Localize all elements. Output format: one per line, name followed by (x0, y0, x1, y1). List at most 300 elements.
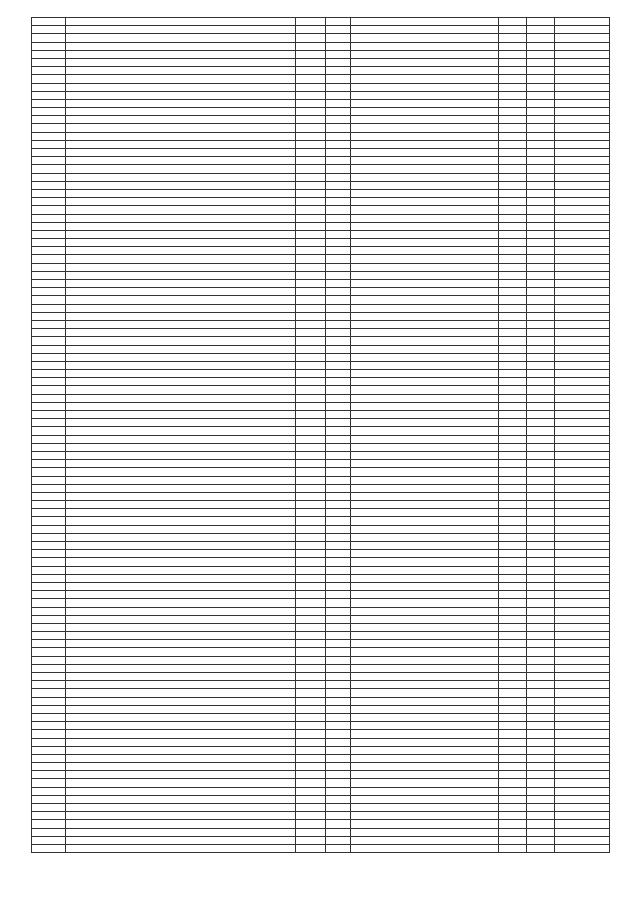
table-cell-work (351, 673, 499, 681)
table-cell-addr (66, 787, 296, 795)
table-cell-id (32, 844, 66, 852)
table-cell-y2 (326, 787, 351, 795)
table-cell-y1 (296, 722, 326, 730)
table-cell-y2 (326, 312, 351, 320)
table-cell-y1 (296, 574, 326, 582)
table-cell-addr (66, 574, 296, 582)
table-cell-addr (66, 427, 296, 435)
table-cell-y2 (326, 656, 351, 664)
table-cell-p2 (527, 599, 555, 607)
table-cell-y2 (326, 558, 351, 566)
table-cell-id (32, 42, 66, 50)
table-cell-y2 (326, 320, 351, 328)
table-cell-p2 (527, 198, 555, 206)
table-cell-y2 (326, 263, 351, 271)
table-cell-p2 (527, 75, 555, 83)
table-cell-addr (66, 476, 296, 484)
table-cell-p2 (527, 673, 555, 681)
table-cell-addr (66, 67, 296, 75)
table-cell-sum (555, 623, 610, 631)
table-cell-sum (555, 353, 610, 361)
table-cell-p1 (499, 460, 527, 468)
table-cell-y1 (296, 804, 326, 812)
table-cell-p2 (527, 501, 555, 509)
table-cell-y1 (296, 730, 326, 738)
table-cell-y2 (326, 34, 351, 42)
table-cell-p2 (527, 779, 555, 787)
table-cell-p1 (499, 722, 527, 730)
table-cell-y2 (326, 222, 351, 230)
table-cell-p2 (527, 542, 555, 550)
table-cell-p2 (527, 411, 555, 419)
table-cell-sum (555, 664, 610, 672)
table-cell-y1 (296, 386, 326, 394)
table-cell-sum (555, 263, 610, 271)
table-cell-addr (66, 705, 296, 713)
table-cell-sum (555, 582, 610, 590)
table-cell-p2 (527, 582, 555, 590)
table-row (32, 673, 610, 681)
table-cell-p1 (499, 361, 527, 369)
table-cell-y2 (326, 419, 351, 427)
table-cell-p1 (499, 763, 527, 771)
table-cell-y2 (326, 722, 351, 730)
table-cell-addr (66, 222, 296, 230)
table-row (32, 378, 610, 386)
table-cell-y2 (326, 746, 351, 754)
table-cell-work (351, 296, 499, 304)
table-cell-y2 (326, 157, 351, 165)
table-cell-p2 (527, 206, 555, 214)
table-row (32, 607, 610, 615)
table-cell-id (32, 476, 66, 484)
table-cell-work (351, 656, 499, 664)
table-cell-addr (66, 140, 296, 148)
table-cell-id (32, 280, 66, 288)
table-cell-work (351, 623, 499, 631)
table-cell-p1 (499, 370, 527, 378)
table-cell-p1 (499, 484, 527, 492)
table-cell-p2 (527, 132, 555, 140)
table-cell-addr (66, 181, 296, 189)
table-cell-id (32, 484, 66, 492)
table-row (32, 370, 610, 378)
table-cell-addr (66, 263, 296, 271)
table-cell-p1 (499, 263, 527, 271)
table-cell-work (351, 787, 499, 795)
table-cell-addr (66, 247, 296, 255)
table-cell-p1 (499, 779, 527, 787)
table-cell-work (351, 771, 499, 779)
table-cell-work (351, 280, 499, 288)
table-cell-addr (66, 99, 296, 107)
table-cell-y1 (296, 533, 326, 541)
table-cell-y2 (326, 582, 351, 590)
table-cell-work (351, 386, 499, 394)
table-cell-id (32, 664, 66, 672)
table-cell-sum (555, 222, 610, 230)
table-row (32, 517, 610, 525)
table-cell-y1 (296, 435, 326, 443)
table-cell-p1 (499, 443, 527, 451)
table-cell-y1 (296, 713, 326, 721)
table-cell-y2 (326, 632, 351, 640)
table-cell-id (32, 230, 66, 238)
table-cell-id (32, 542, 66, 550)
table-cell-y2 (326, 795, 351, 803)
table-row (32, 402, 610, 410)
table-cell-p1 (499, 189, 527, 197)
table-row (32, 763, 610, 771)
table-cell-id (32, 697, 66, 705)
table-cell-addr (66, 713, 296, 721)
table-cell-addr (66, 108, 296, 116)
table-row (32, 165, 610, 173)
table-cell-sum (555, 648, 610, 656)
table-cell-y2 (326, 198, 351, 206)
table-row (32, 664, 610, 672)
table-cell-addr (66, 722, 296, 730)
table-cell-id (32, 157, 66, 165)
table-row (32, 132, 610, 140)
table-cell-addr (66, 632, 296, 640)
table-cell-p1 (499, 386, 527, 394)
table-cell-y2 (326, 255, 351, 263)
table-cell-id (32, 189, 66, 197)
table-cell-sum (555, 820, 610, 828)
table-row (32, 451, 610, 459)
table-cell-p2 (527, 239, 555, 247)
table-row (32, 501, 610, 509)
table-cell-sum (555, 844, 610, 852)
table-cell-y1 (296, 288, 326, 296)
table-cell-addr (66, 435, 296, 443)
table-cell-p2 (527, 116, 555, 124)
table-cell-p1 (499, 132, 527, 140)
table-cell-p2 (527, 149, 555, 157)
table-row (32, 99, 610, 107)
table-row (32, 42, 610, 50)
table-cell-y1 (296, 132, 326, 140)
table-cell-addr (66, 468, 296, 476)
table-cell-y1 (296, 296, 326, 304)
table-cell-y2 (326, 533, 351, 541)
table-cell-work (351, 468, 499, 476)
table-row (32, 574, 610, 582)
table-row (32, 157, 610, 165)
table-cell-y2 (326, 26, 351, 34)
table-cell-addr (66, 411, 296, 419)
table-cell-p1 (499, 255, 527, 263)
table-cell-p1 (499, 230, 527, 238)
table-cell-addr (66, 550, 296, 558)
table-cell-work (351, 746, 499, 754)
table-cell-addr (66, 239, 296, 247)
table-cell-p1 (499, 550, 527, 558)
table-cell-sum (555, 468, 610, 476)
table-cell-id (32, 181, 66, 189)
table-cell-addr (66, 804, 296, 812)
table-cell-p1 (499, 18, 527, 26)
table-cell-addr (66, 582, 296, 590)
table-cell-id (32, 320, 66, 328)
table-cell-y1 (296, 525, 326, 533)
table-cell-y1 (296, 271, 326, 279)
table-cell-y2 (326, 75, 351, 83)
table-cell-p1 (499, 599, 527, 607)
table-cell-y1 (296, 607, 326, 615)
table-cell-work (351, 263, 499, 271)
table-cell-work (351, 689, 499, 697)
table-cell-p1 (499, 83, 527, 91)
table-cell-p1 (499, 198, 527, 206)
table-cell-addr (66, 623, 296, 631)
table-cell-y2 (326, 705, 351, 713)
table-cell-y1 (296, 173, 326, 181)
table-cell-sum (555, 230, 610, 238)
table-cell-addr (66, 91, 296, 99)
table-cell-y2 (326, 648, 351, 656)
table-cell-y2 (326, 689, 351, 697)
table-cell-work (351, 345, 499, 353)
table-cell-y1 (296, 198, 326, 206)
table-cell-addr (66, 124, 296, 132)
table-cell-y2 (326, 329, 351, 337)
table-cell-p1 (499, 402, 527, 410)
table-cell-p2 (527, 361, 555, 369)
table-cell-id (32, 460, 66, 468)
table-cell-sum (555, 738, 610, 746)
table-cell-p2 (527, 787, 555, 795)
table-cell-addr (66, 664, 296, 672)
table-cell-p2 (527, 58, 555, 66)
table-row (32, 198, 610, 206)
table-cell-y1 (296, 361, 326, 369)
table-cell-id (32, 804, 66, 812)
table-row (32, 222, 610, 230)
table-cell-p1 (499, 304, 527, 312)
table-cell-sum (555, 574, 610, 582)
table-cell-sum (555, 427, 610, 435)
table-cell-addr (66, 599, 296, 607)
table-cell-id (32, 795, 66, 803)
table-row (32, 337, 610, 345)
table-cell-sum (555, 435, 610, 443)
table-cell-id (32, 411, 66, 419)
table-cell-y2 (326, 181, 351, 189)
table-cell-addr (66, 116, 296, 124)
table-row (32, 566, 610, 574)
table-cell-p2 (527, 558, 555, 566)
table-cell-p2 (527, 828, 555, 836)
table-cell-addr (66, 173, 296, 181)
table-cell-p2 (527, 738, 555, 746)
table-cell-y1 (296, 181, 326, 189)
table-cell-y2 (326, 550, 351, 558)
table-cell-y1 (296, 370, 326, 378)
table-cell-sum (555, 304, 610, 312)
table-row (32, 656, 610, 664)
table-cell-p2 (527, 844, 555, 852)
table-row (32, 550, 610, 558)
table-cell-y1 (296, 656, 326, 664)
table-cell-addr (66, 419, 296, 427)
table-cell-p2 (527, 451, 555, 459)
table-cell-p2 (527, 623, 555, 631)
table-cell-sum (555, 746, 610, 754)
table-cell-p1 (499, 607, 527, 615)
table-cell-y2 (326, 615, 351, 623)
table-cell-id (32, 296, 66, 304)
table-cell-p1 (499, 329, 527, 337)
table-cell-y2 (326, 124, 351, 132)
table-cell-sum (555, 591, 610, 599)
table-cell-y1 (296, 83, 326, 91)
table-cell-addr (66, 402, 296, 410)
table-cell-sum (555, 18, 610, 26)
table-cell-p1 (499, 157, 527, 165)
table-cell-id (32, 779, 66, 787)
table-cell-id (32, 722, 66, 730)
table-cell-addr (66, 746, 296, 754)
table-cell-p2 (527, 730, 555, 738)
table-row (32, 476, 610, 484)
table-cell-sum (555, 681, 610, 689)
table-cell-p1 (499, 656, 527, 664)
table-cell-id (32, 673, 66, 681)
table-row (32, 828, 610, 836)
table-cell-addr (66, 607, 296, 615)
table-cell-work (351, 337, 499, 345)
table-cell-y1 (296, 50, 326, 58)
table-cell-addr (66, 558, 296, 566)
table-cell-y2 (326, 468, 351, 476)
table-cell-sum (555, 550, 610, 558)
table-cell-p1 (499, 681, 527, 689)
table-cell-sum (555, 296, 610, 304)
table-cell-addr (66, 844, 296, 852)
table-cell-p2 (527, 763, 555, 771)
table-row (32, 542, 610, 550)
table-cell-y1 (296, 648, 326, 656)
table-cell-p2 (527, 771, 555, 779)
table-cell-work (351, 214, 499, 222)
table-cell-y1 (296, 189, 326, 197)
table-cell-sum (555, 558, 610, 566)
table-cell-p2 (527, 820, 555, 828)
table-cell-p2 (527, 632, 555, 640)
table-cell-id (32, 427, 66, 435)
table-cell-sum (555, 673, 610, 681)
table-row (32, 558, 610, 566)
table-cell-y2 (326, 836, 351, 844)
table-cell-p1 (499, 173, 527, 181)
table-cell-sum (555, 42, 610, 50)
table-cell-y1 (296, 599, 326, 607)
table-cell-addr (66, 779, 296, 787)
table-cell-id (32, 58, 66, 66)
table-cell-addr (66, 673, 296, 681)
table-cell-work (351, 836, 499, 844)
table-cell-sum (555, 697, 610, 705)
table-cell-id (32, 124, 66, 132)
table-cell-y2 (326, 484, 351, 492)
table-cell-sum (555, 705, 610, 713)
table-cell-y2 (326, 460, 351, 468)
table-cell-sum (555, 492, 610, 500)
table-cell-p1 (499, 247, 527, 255)
table-cell-addr (66, 337, 296, 345)
table-cell-p1 (499, 476, 527, 484)
table-row (32, 779, 610, 787)
table-cell-work (351, 67, 499, 75)
table-cell-sum (555, 763, 610, 771)
table-cell-p1 (499, 214, 527, 222)
table-cell-sum (555, 149, 610, 157)
table-cell-p2 (527, 648, 555, 656)
table-row (32, 738, 610, 746)
table-cell-id (32, 828, 66, 836)
table-cell-y1 (296, 509, 326, 517)
table-cell-id (32, 689, 66, 697)
table-cell-work (351, 329, 499, 337)
table-cell-p2 (527, 681, 555, 689)
table-cell-y2 (326, 67, 351, 75)
table-cell-p2 (527, 705, 555, 713)
table-cell-p2 (527, 804, 555, 812)
table-cell-p2 (527, 50, 555, 58)
table-cell-id (32, 525, 66, 533)
table-cell-addr (66, 771, 296, 779)
table-cell-p1 (499, 419, 527, 427)
table-cell-y1 (296, 492, 326, 500)
table-cell-y2 (326, 271, 351, 279)
table-cell-id (32, 615, 66, 623)
table-cell-work (351, 615, 499, 623)
table-cell-p1 (499, 771, 527, 779)
table-cell-p1 (499, 615, 527, 623)
table-cell-p2 (527, 91, 555, 99)
table-cell-addr (66, 353, 296, 361)
table-cell-p2 (527, 484, 555, 492)
table-cell-id (32, 99, 66, 107)
table-cell-p2 (527, 288, 555, 296)
table-row (32, 689, 610, 697)
table-cell-y2 (326, 492, 351, 500)
table-cell-y1 (296, 844, 326, 852)
table-cell-work (351, 754, 499, 762)
table-cell-id (32, 730, 66, 738)
table-cell-y2 (326, 697, 351, 705)
table-cell-p1 (499, 820, 527, 828)
table-row (32, 722, 610, 730)
table-cell-id (32, 763, 66, 771)
table-cell-sum (555, 26, 610, 34)
table-cell-id (32, 648, 66, 656)
table-cell-id (32, 206, 66, 214)
table-cell-y2 (326, 754, 351, 762)
table-cell-y2 (326, 173, 351, 181)
table-row (32, 230, 610, 238)
table-cell-y1 (296, 402, 326, 410)
table-cell-work (351, 501, 499, 509)
table-cell-work (351, 476, 499, 484)
table-cell-p2 (527, 26, 555, 34)
table-cell-addr (66, 394, 296, 402)
table-cell-y1 (296, 427, 326, 435)
table-cell-work (351, 779, 499, 787)
table-cell-sum (555, 124, 610, 132)
